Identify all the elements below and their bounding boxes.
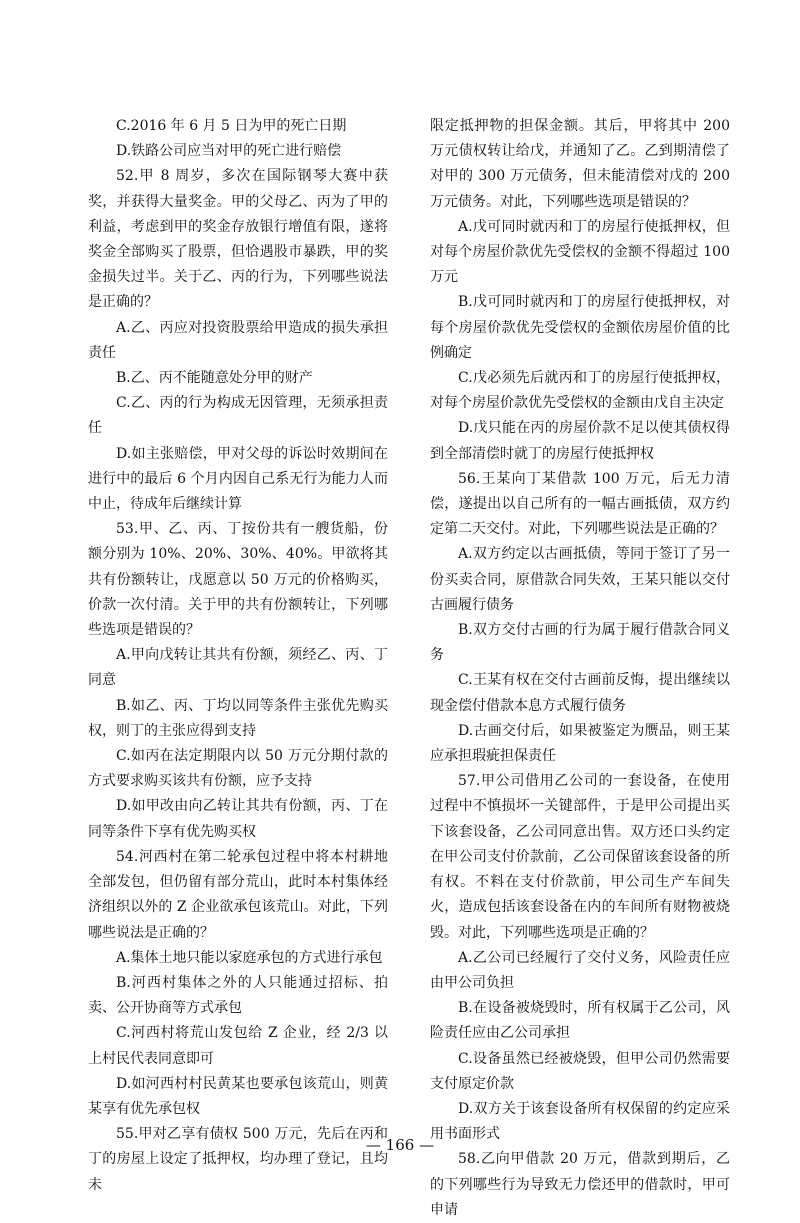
paragraph: A.集体土地只能以家庭承包的方式进行承包 (116, 949, 383, 966)
paragraph: 54.河西村在第二轮承包过程中将本村耕地全部发包，但仍留有部分荒山，此时本村集体经济组织以外的 Z 企业欲承包该荒山。对此，下列哪些说法是正确的？ (88, 848, 388, 941)
paragraph: B.乙、丙不能随意处分甲的财产 (116, 370, 313, 387)
paragraph: 限定抵押物的担保金额。其后，甲将其中 200 万元债权转让给戊，并通知了乙。乙到期清偿了对甲的 300 万元债务，但未能清偿对戊的 200 万元债务。对此，下列哪些选项是错误的？ (430, 118, 730, 210)
paragraph: D.铁路公司应当对甲的死亡进行赔偿 (116, 143, 342, 160)
paragraph: A.甲向戊转让其共有份额，须经乙、丙、丁同意 (88, 647, 388, 689)
paragraph: B.如乙、丙、丁均以同等条件主张优先购买权，则丁的主张应得到支持 (88, 697, 388, 739)
paragraph: B.双方交付古画的行为属于履行借款合同义务 (430, 622, 730, 664)
paragraph: D.如河西村村民黄某也要承包该荒山，则黄某享有优先承包权 (88, 1075, 388, 1117)
paragraph: D.如主张赔偿，甲对父母的诉讼时效期间在进行中的最后 6 个月内因自己系无行为能力人而中止，待成年后继续计算 (88, 445, 388, 513)
paragraph: C.2016 年 6 月 5 日为甲的死亡日期 (116, 118, 347, 134)
paragraph: A.乙公司已经履行了交付义务，风险责任应由甲公司负担 (430, 949, 730, 991)
paragraph: D.古画交付后，如果被鉴定为赝品，则王某应承担瑕疵担保责任 (430, 722, 730, 765)
paragraph: 57.甲公司借用乙公司的一套设备，在使用过程中不慎损坏一关键部件，于是甲公司提出买下该套设备，乙公司同意出售。双方还口头约定在甲公司支付价款前，乙公司保留该套设备的所有权。不料在支付价款前，甲公司生产车间失火，造成包括该套设备在内的车间所有财物被烧毁。对此，下列哪些选项是正确的？ (430, 773, 730, 941)
paragraph: D.如甲改由向乙转让其共有份额，丙、丁在同等条件下享有优先购买权 (88, 798, 388, 840)
paragraph: 56.王某向丁某借款 100 万元，后无力清偿，遂提出以自己所有的一幅古画抵债，双方约定第二天交付。对此，下列哪些说法是正确的？ (430, 470, 730, 538)
paragraph: 55.甲对乙享有债权 500 万元，先后在丙和丁的房屋上设定了抵押权，均办理了登记，且均未 (88, 1126, 388, 1193)
paragraph: C.王某有权在交付古画前反悔，提出继续以现金偿付借款本息方式履行债务 (430, 672, 730, 714)
page-number: — 166 — (365, 1136, 435, 1154)
paragraph: B.在设备被烧毁时，所有权属于乙公司，风险责任应由乙公司承担 (430, 1000, 730, 1042)
paragraph: C.如丙在法定期限内以 50 万元分期付款的方式要求购买该共有份额，应予支持 (88, 748, 388, 790)
paragraph: 52.甲 8 周岁，多次在国际钢琴大赛中获奖，并获得大量奖金。甲的父母乙、丙为了甲的利益，考虑到甲的奖金存放银行增值有限，遂将奖金全部购买了股票，但恰遇股市暴跌，甲的奖金损失过半。关于乙、丙的行为，下列哪些说法是正确的？ (88, 168, 388, 311)
paragraph: D.双方关于该套设备所有权保留的约定应采用书面形式 (430, 1100, 730, 1143)
paragraph: C.设备虽然已经被烧毁，但甲公司仍然需要支付原定价款 (430, 1050, 730, 1092)
paragraph: A.乙、丙应对投资股票给甲造成的损失承担责任 (88, 319, 388, 361)
paragraph: 53.甲、乙、丙、丁按份共有一艘货船，份额分别为 10%、20%、30%、40%。甲欲将其共有份额转让，戊愿意以 50 万元的价格购买，价款一次付清。关于甲的共有份额转让，下列哪些选项是错误的？ (88, 521, 388, 639)
paragraph: A.双方约定以古画抵债，等同于签订了另一份买卖合同，原借款合同失效，王某只能以交付古画履行债务 (430, 546, 730, 613)
paragraph: 58.乙向甲借款 20 万元，借款到期后，乙的下列哪些行为导致无力偿还甲的借款时，甲可申请 (430, 1151, 730, 1218)
paragraph: D.戊只能在丙的房屋价款不足以使其债权得到全部清偿时就丁的房屋行使抵押权 (430, 420, 730, 462)
paragraph: C.戊必须先后就丙和丁的房屋行使抵押权，对每个房屋价款优先受偿权的金额由戊自主决定 (430, 370, 730, 412)
paragraph: C.乙、丙的行为构成无因管理，无须承担责任 (88, 395, 388, 437)
paragraph: B.戊可同时就丙和丁的房屋行使抵押权，对每个房屋价款优先受偿权的金额依房屋价值的比例确定 (430, 294, 730, 361)
paragraph: A.戊可同时就丙和丁的房屋行使抵押权，但对每个房屋价款优先受偿权的金额不得超过 100 万元 (430, 218, 730, 286)
left-column (88, 114, 388, 1198)
right-column (430, 114, 730, 1223)
paragraph: C.河西村将荒山发包给 Z 企业，经 2/3 以上村民代表同意即可 (88, 1025, 388, 1067)
paragraph: B.河西村集体之外的人只能通过招标、拍卖、公开协商等方式承包 (88, 974, 388, 1017)
